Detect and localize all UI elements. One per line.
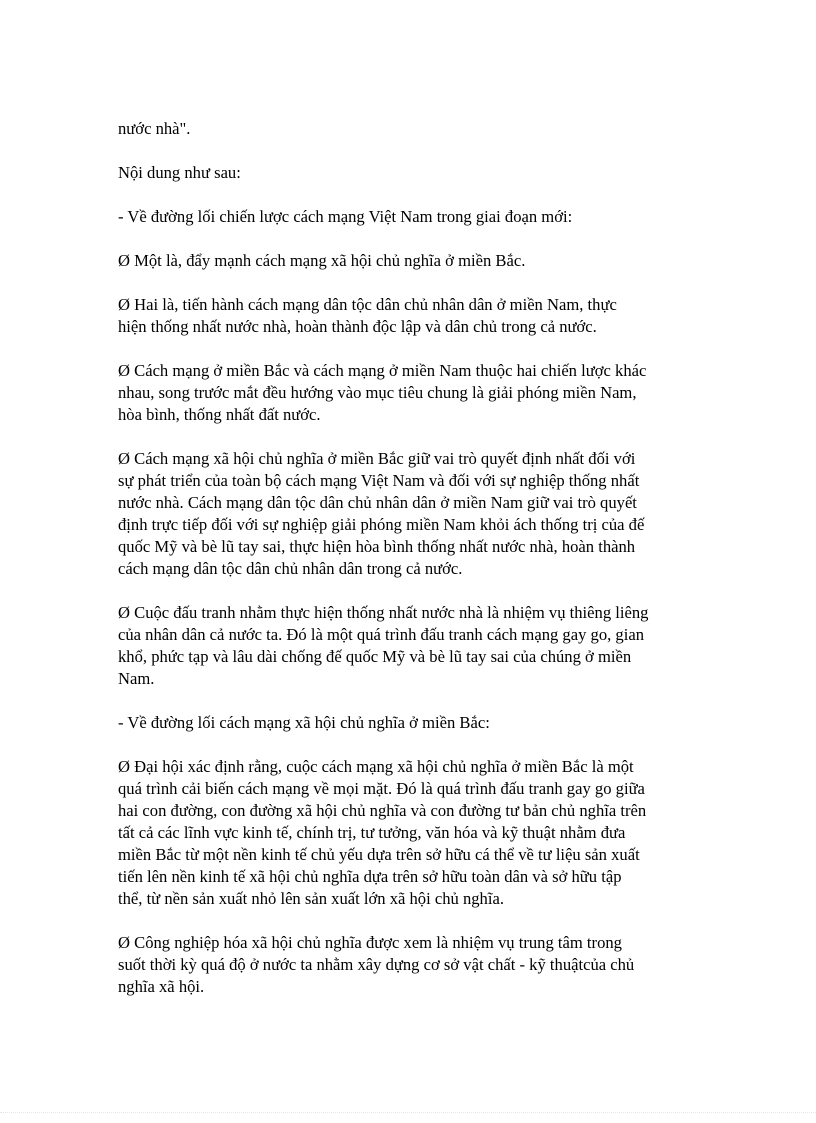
- paragraph: [118, 756, 708, 910]
- paragraph: [118, 162, 708, 184]
- text-line: - Về đường lối cách mạng xã hội chủ nghĩa ở miền Bắc:: [118, 713, 490, 732]
- text-line: quá trình cải biến cách mạng về mọi mặt. Đó là quá trình đấu tranh gay go giữa: [118, 779, 645, 798]
- text-line: nước nhà".: [118, 119, 191, 138]
- text-line: hòa bình, thống nhất đất nước.: [118, 405, 321, 424]
- text-line: miền Bắc từ một nền kinh tế chủ yếu dựa trên sở hữu cá thể về tư liệu sản xuất: [118, 845, 640, 864]
- text-line: Ø Công nghiệp hóa xã hội chủ nghĩa được xem là nhiệm vụ trung tâm trong: [118, 933, 622, 952]
- text-line: định trực tiếp đối với sự nghiệp giải phóng miền Nam khỏi ách thống trị của đế: [118, 515, 645, 534]
- text-line: thể, từ nền sản xuất nhỏ lên sản xuất lớn xã hội chủ nghĩa.: [118, 889, 504, 908]
- paragraph: [118, 712, 708, 734]
- text-line: Ø Đại hội xác định rằng, cuộc cách mạng xã hội chủ nghĩa ở miền Bắc là một: [118, 757, 634, 776]
- paragraph: [118, 448, 708, 580]
- text-line: hiện thống nhất nước nhà, hoàn thành độc lập và dân chủ trong cả nước.: [118, 317, 597, 336]
- text-line: tất cả các lĩnh vực kinh tế, chính trị, tư tưởng, văn hóa và kỹ thuật nhằm đưa: [118, 823, 626, 842]
- paragraph: [118, 206, 708, 228]
- text-line: khổ, phức tạp và lâu dài chống đế quốc Mỹ và bè lũ tay sai của chúng ở miền: [118, 647, 632, 666]
- text-line: Ø Cách mạng ở miền Bắc và cách mạng ở miền Nam thuộc hai chiến lược khác: [118, 361, 647, 380]
- text-line: Ø Hai là, tiến hành cách mạng dân tộc dân chủ nhân dân ở miền Nam, thực: [118, 295, 617, 314]
- text-line: suốt thời kỳ quá độ ở nước ta nhằm xây dựng cơ sở vật chất - kỹ thuậtcủa chủ: [118, 955, 635, 974]
- paragraph: [118, 602, 708, 690]
- text-line: cách mạng dân tộc dân chủ nhân dân trong cả nước.: [118, 559, 463, 578]
- text-line: Ø Cách mạng xã hội chủ nghĩa ở miền Bắc giữ vai trò quyết định nhất đối với: [118, 449, 636, 468]
- paragraph: [118, 294, 708, 338]
- text-line: Ø Cuộc đấu tranh nhằm thực hiện thống nhất nước nhà là nhiệm vụ thiêng liêng: [118, 603, 649, 622]
- paragraph: [118, 932, 708, 998]
- text-line: nhau, song trước mắt đều hướng vào mục tiêu chung là giải phóng miền Nam,: [118, 383, 637, 402]
- paragraph: [118, 250, 708, 272]
- paragraph: [118, 118, 708, 140]
- text-line: Ø Một là, đẩy mạnh cách mạng xã hội chủ nghĩa ở miền Bắc.: [118, 251, 526, 270]
- text-line: sự phát triển của toàn bộ cách mạng Việt Nam và đối với sự nghiệp thống nhất: [118, 471, 640, 490]
- text-line: hai con đường, con đường xã hội chủ nghĩa và con đường tư bản chủ nghĩa trên: [118, 801, 647, 820]
- paragraph: [118, 360, 708, 426]
- document-page: [118, 118, 708, 1020]
- text-line: tiến lên nền kinh tế xã hội chủ nghĩa dựa trên sở hữu toàn dân và sở hữu tập: [118, 867, 622, 886]
- text-line: của nhân dân cả nước ta. Đó là một quá trình đấu tranh cách mạng gay go, gian: [118, 625, 645, 644]
- text-line: nghĩa xã hội.: [118, 977, 205, 996]
- text-line: Nam.: [118, 669, 155, 688]
- page-bottom-divider: [0, 1112, 816, 1113]
- text-line: quốc Mỹ và bè lũ tay sai, thực hiện hòa bình thống nhất nước nhà, hoàn thành: [118, 537, 636, 556]
- text-line: nước nhà. Cách mạng dân tộc dân chủ nhân dân ở miền Nam giữ vai trò quyết: [118, 493, 637, 512]
- text-line: Nội dung như sau:: [118, 163, 241, 182]
- text-line: - Về đường lối chiến lược cách mạng Việt Nam trong giai đoạn mới:: [118, 207, 573, 226]
